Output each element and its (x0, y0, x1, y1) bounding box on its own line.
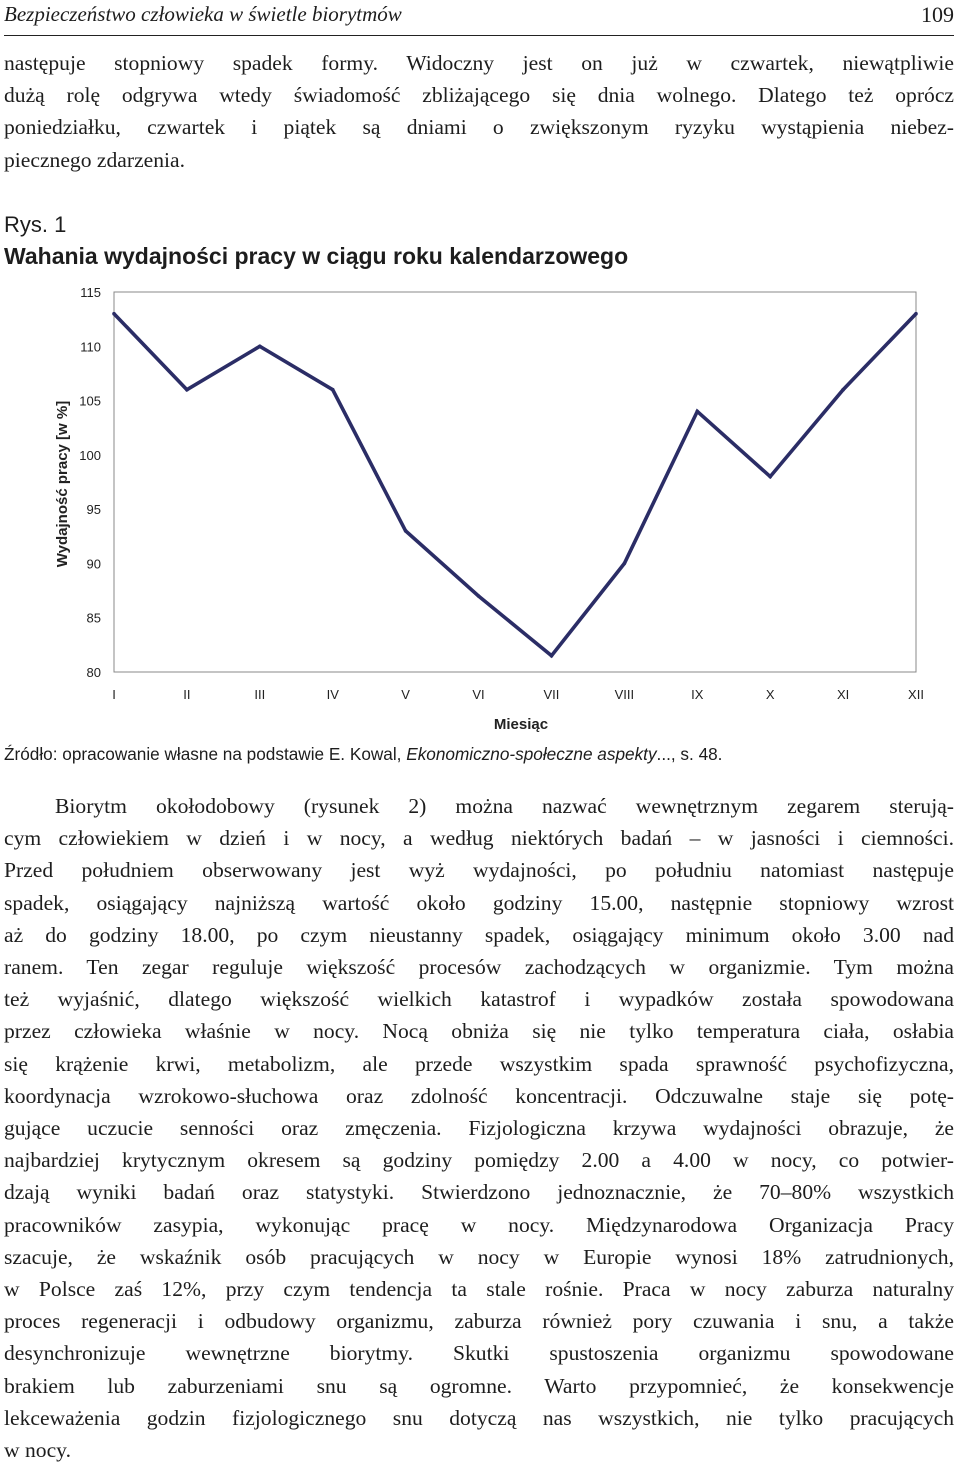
data-point (404, 529, 408, 533)
x-tick-label: I (112, 687, 116, 702)
intro-line: następuje stopniowy spadek formy. Widoczny jest on już w czwartek, niewątpliwie (4, 51, 954, 75)
source-suffix: ..., s. 48. (656, 744, 723, 764)
header-rule (4, 35, 954, 36)
y-axis-title: Wydajność pracy [w %] (54, 400, 71, 568)
body-line: w nocy. (4, 1438, 71, 1463)
body-line: pracowników zasypia, wykonując pracę w nocy. Międzynarodowa Organizacja Pracy (4, 1212, 954, 1237)
data-point (112, 312, 116, 316)
data-point (695, 410, 699, 414)
data-point (914, 312, 918, 316)
line-chart (0, 280, 960, 740)
data-point (185, 388, 189, 392)
body-line: spadek, osiągający najniższą wartość około godziny 15.00, następnie stopniowy wzrost (4, 890, 954, 915)
running-title: Bezpieczeństwo człowieka w świetle biorytmów (4, 2, 402, 26)
data-point (258, 344, 262, 348)
body-line: lekceważenia godzin fizjologicznego snu dotyczą nas wszystkich, nie tylko pracujących (4, 1405, 954, 1430)
series-line (114, 314, 916, 656)
body-line: się krążenie krwi, metabolizm, ale przede wszystkim spada sprawność psychofizyczna, (4, 1051, 954, 1076)
body-line: cym człowiekiem w dzień i w nocy, a według niektórych badań – w jasności i ciemności. (4, 826, 954, 851)
body-paragraph (4, 790, 954, 1466)
data-point (841, 388, 845, 392)
y-tick-label: 100 (79, 447, 101, 463)
body-line: Biorytm okołodobowy (rysunek 2) można nazwać wewnętrznym zegarem sterują- (55, 794, 954, 818)
figure-source (4, 744, 722, 765)
body-line: dzają wyniki badań oraz statystyki. Stwierdzono jednoznacznie, że 70–80% wszystkich (4, 1180, 954, 1205)
x-tick-label: III (254, 687, 266, 702)
data-point (550, 654, 554, 658)
body-line: aż do godziny 18.00, po czym nieustanny spadek, osiągający minimum około 3.00 nad (4, 922, 954, 947)
x-axis-title: Miesiąc (493, 716, 549, 733)
body-line: przez człowieka właśnie w nocy. Nocą obniża się nie tylko temperatura ciała, osłabia (4, 1019, 954, 1044)
y-tick-label: 80 (86, 665, 101, 680)
data-point (768, 475, 772, 479)
x-tick-label: II (183, 687, 191, 702)
x-tick-label: IV (326, 687, 339, 702)
x-tick-label: VIII (614, 687, 635, 702)
body-line: brakiem lub zaburzeniami snu są ogromne. Warto przypomnieć, że konsekwencje (4, 1373, 954, 1398)
y-tick-label: 90 (86, 556, 101, 572)
intro-paragraph (4, 47, 954, 176)
running-head (4, 2, 954, 32)
source-title: Ekonomiczno-społeczne aspekty (406, 744, 657, 764)
x-tick-label: XII (908, 687, 924, 702)
x-tick-label: X (765, 687, 775, 702)
data-point (331, 388, 335, 392)
figure-label: Rys. 1 (4, 212, 67, 237)
x-tick-label: IX (691, 687, 704, 702)
x-tick-label: V (401, 687, 410, 702)
figure-title: Wahania wydajności pracy w ciągu roku kalendarzowego (4, 243, 629, 269)
body-line: koordynacja wzrokowo-słuchowa oraz zdolność koncentracji. Odczuwalne staje się potę- (4, 1083, 954, 1108)
y-tick-label: 105 (79, 393, 101, 409)
body-line: szacuje, że wskaźnik osób pracujących w nocy w Europie wynosi 18% zatrudnionych, (4, 1244, 954, 1269)
x-tick-label: VII (543, 687, 560, 702)
body-line: ranem. Ten zegar reguluje większość procesów zachodzących w organizmie. Tym można (4, 955, 954, 980)
intro-line: piecznego zdarzenia. (4, 147, 186, 172)
plot-area (114, 292, 916, 672)
body-line: desynchronizuje wewnętrzne biorytmy. Skutki spustoszenia organizmu spowodowane (4, 1341, 954, 1366)
y-tick-label: 115 (80, 285, 101, 300)
body-line: też wyjaśnić, dlatego większość wielkich katastrof i wypadków została spowodowana (4, 987, 954, 1012)
x-tick-label: XI (836, 687, 850, 702)
page-number: 109 (921, 2, 954, 27)
data-point (623, 562, 627, 566)
intro-line: poniedziałku, czwartek i piątek są dniami o zwiększonym ryzyku wystąpienia niebez- (4, 115, 954, 140)
y-tick-label: 110 (80, 339, 101, 355)
body-line: gujące uczucie senności oraz zmęczenia. Fizjologiczna krzywa wydajności obrazuje, że (4, 1116, 954, 1141)
y-tick-label: 95 (86, 502, 101, 518)
x-tick-label: VI (472, 687, 485, 702)
body-line: Przed południem obserwowany jest wyż wydajności, po południu natomiast następuje (4, 858, 954, 883)
intro-line: dużą rolę odgrywa wtedy świadomość zbliżającego się dnia wolnego. Dlatego też oprócz (4, 83, 954, 108)
source-prefix: Źródło: opracowanie własne na podstawie E. Kowal, (4, 744, 407, 764)
body-line: proces regeneracji i odbudowy organizmu, zaburza również pory czuwania i snu, a także (4, 1309, 954, 1334)
y-tick-label: 85 (86, 610, 101, 626)
body-line: w Polsce zaś 12%, przy czym tendencja ta stale rośnie. Praca w nocy zaburza naturalny (4, 1277, 954, 1302)
body-line: najbardziej krytycznym okresem są godziny pomiędzy 2.00 a 4.00 w nocy, co potwier- (4, 1148, 954, 1173)
data-point (477, 594, 481, 598)
